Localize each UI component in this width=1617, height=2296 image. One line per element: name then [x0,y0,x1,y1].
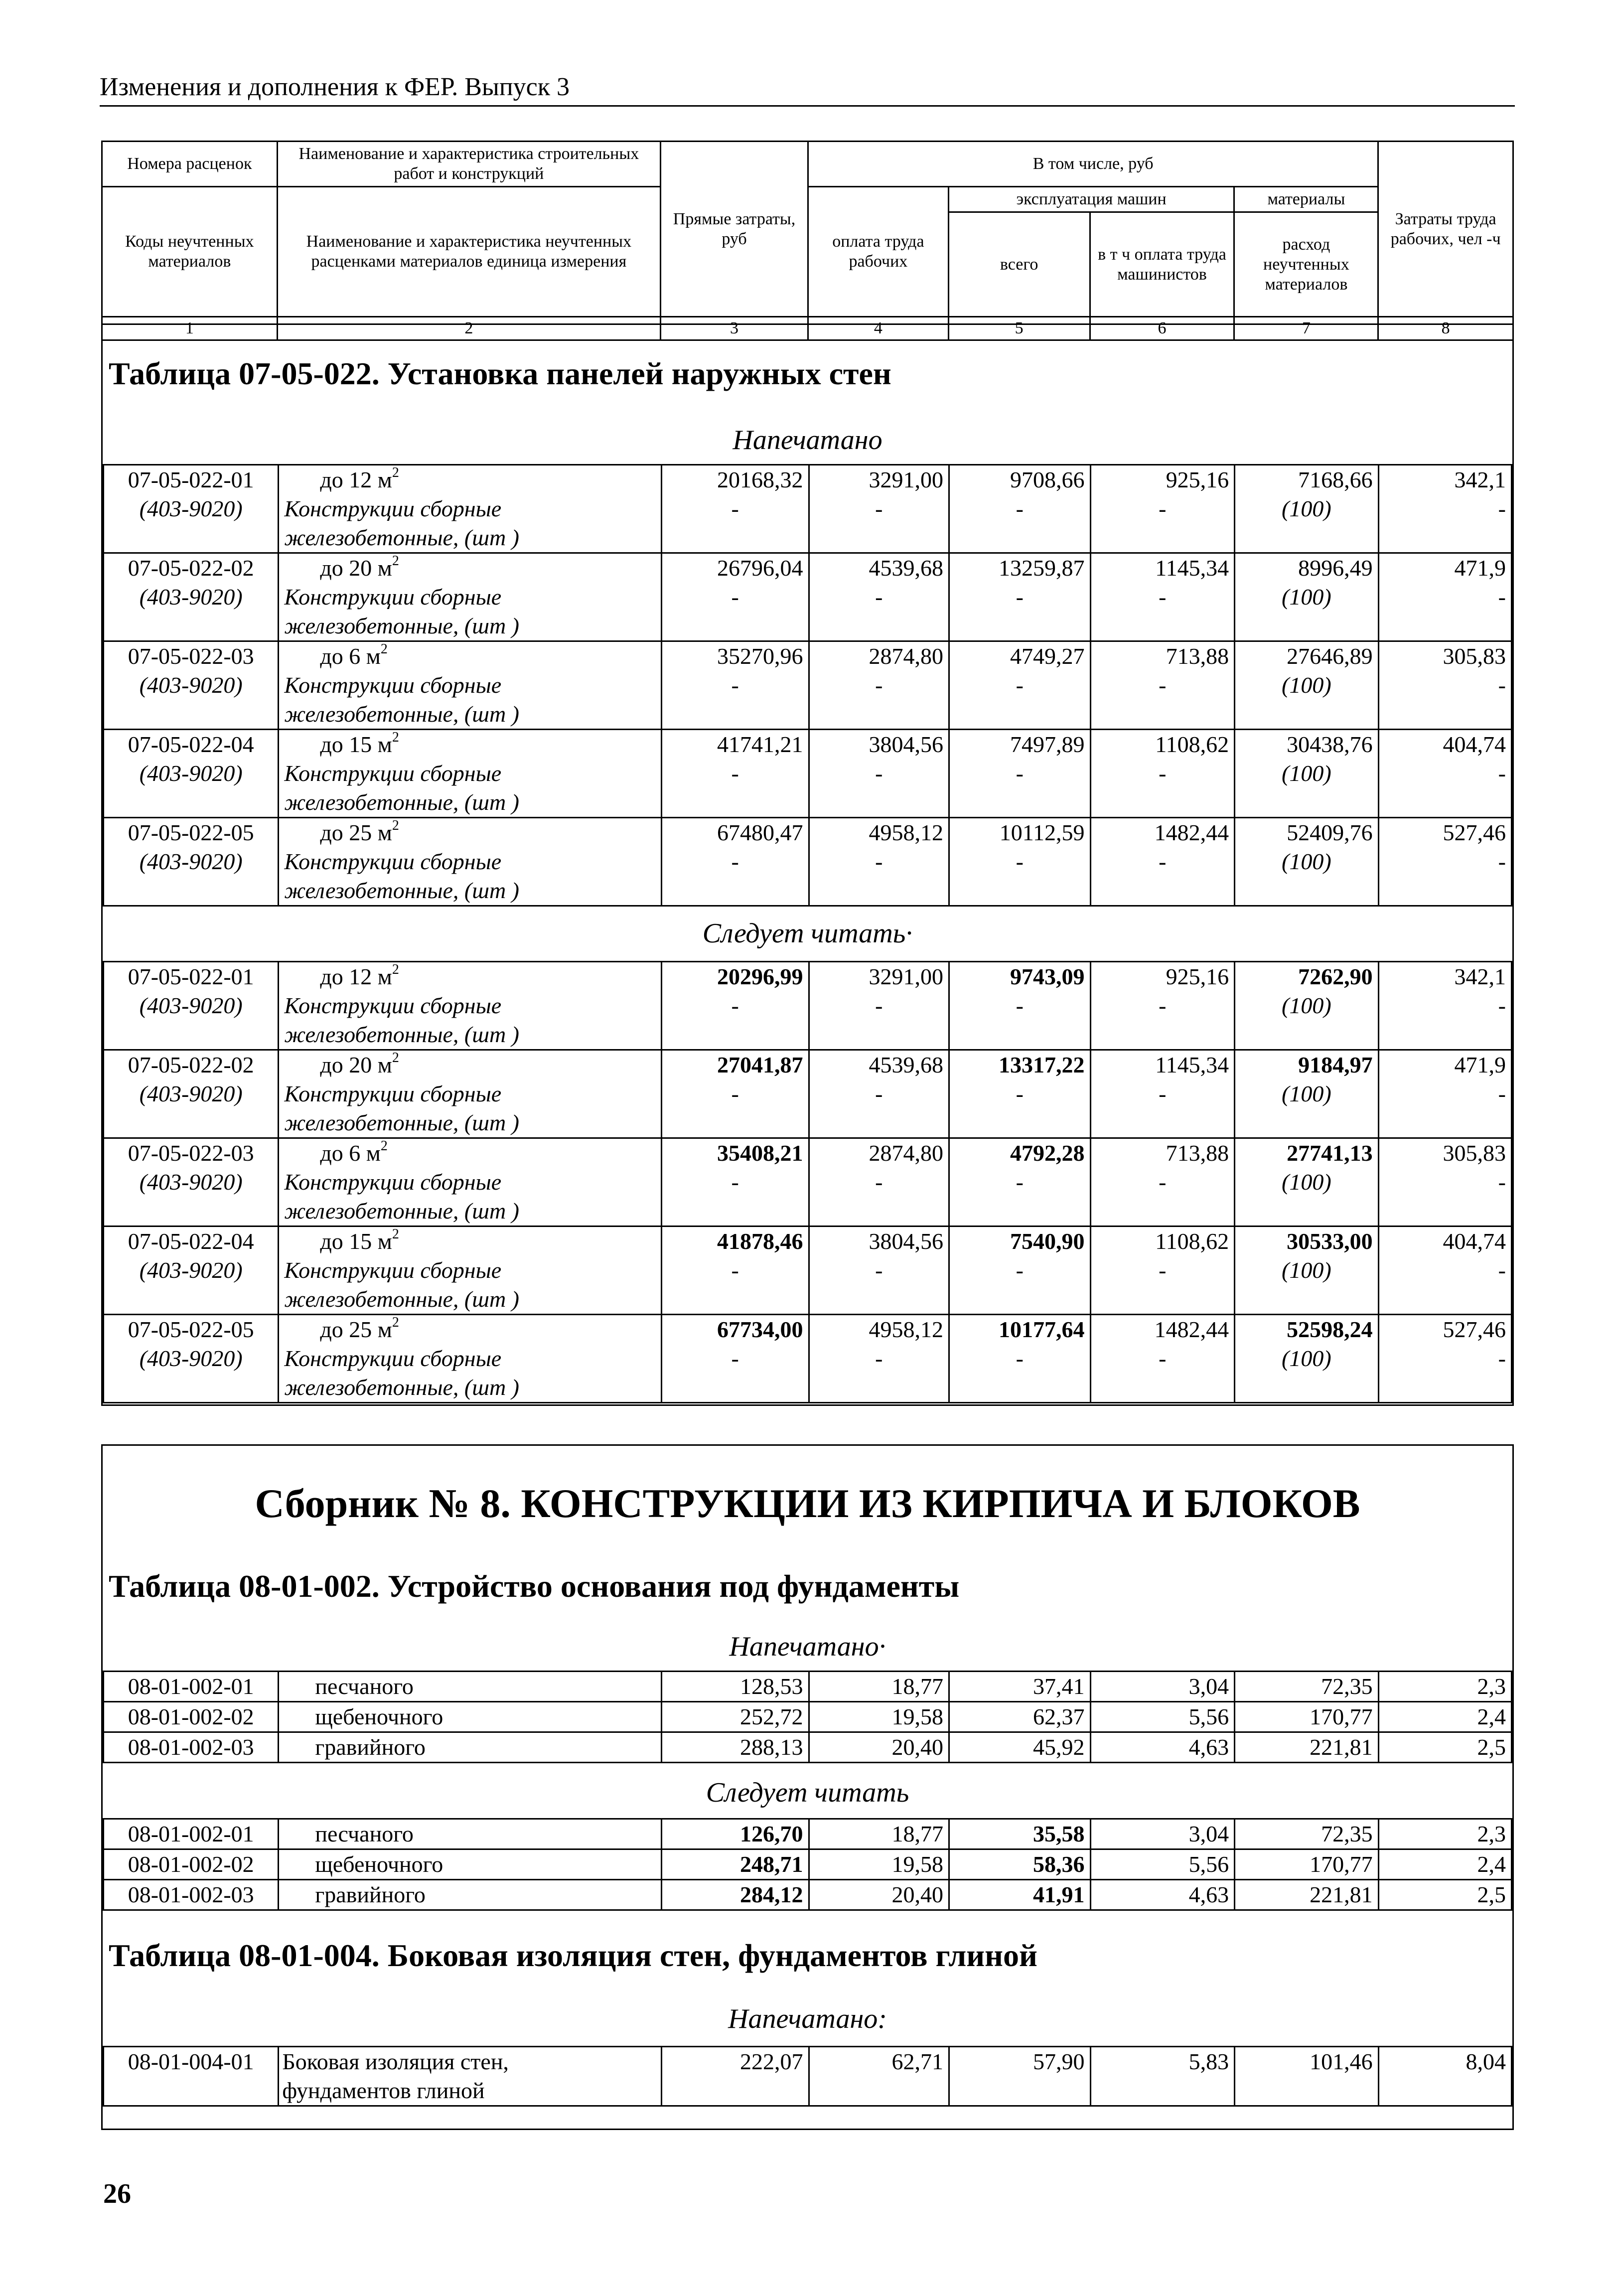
column-number: 3 [661,317,808,340]
operator-pay-cell: 713,88 - [1090,1138,1235,1226]
corrected-rows-table [103,1818,1512,1911]
machines-cell: 4749,27 - [949,641,1091,730]
direct-cost-cell: 126,70 [661,1819,809,1849]
should-read-label: Следует читать [706,1777,909,1808]
operator-pay-cell: 5,56 [1090,1849,1235,1880]
table-row [104,1880,1512,1910]
header-materials: материалы [1234,187,1378,212]
table-row [104,553,1512,641]
table-row [104,641,1512,730]
table-row [104,1849,1512,1880]
rate-code-cell: 07-05-022-04 (403-9020) [104,1226,279,1315]
description-cell: до 20 $м^2$ Конструкции сборные железобетонные, (шт ) [279,553,662,641]
operator-pay-cell: 4,63 [1090,1880,1235,1910]
materials-cell: 221,81 [1235,1880,1379,1910]
direct-cost-cell: 128,53 [661,1672,809,1702]
header-operator-pay: в т ч оплата труда машинистов [1090,212,1234,317]
rate-code-cell: 08-01-002-01 [104,1672,279,1702]
rate-code-cell: 07-05-022-02 (403-9020) [104,553,279,641]
operator-pay-cell: 5,56 [1090,1702,1235,1732]
table-row [104,1050,1512,1138]
labor-hours-cell: 342,1 - [1378,962,1511,1050]
materials-cell: 9184,97 (100) [1235,1050,1379,1138]
description-cell: до 25 $м^2$ Конструкции сборные железобетонные, (шт ) [279,818,662,906]
materials-cell: 27741,13 (100) [1235,1138,1379,1226]
header-material-consumption: расход неучтенных материалов [1234,212,1378,317]
direct-cost-cell: 252,72 [661,1702,809,1732]
materials-cell: 52598,24 (100) [1235,1315,1379,1403]
table-row [104,2047,1512,2106]
operator-pay-cell: 925,16 - [1090,962,1235,1050]
direct-cost-cell: 41878,46 - [661,1226,809,1315]
rate-code-cell: 07-05-022-02 (403-9020) [104,1050,279,1138]
labor-hours-cell: 404,74 - [1378,730,1511,818]
labor-pay-cell: 19,58 [809,1702,949,1732]
direct-cost-cell: 284,12 [661,1880,809,1910]
printed-rows-table [103,1671,1512,1763]
operator-pay-cell: 3,04 [1090,1819,1235,1849]
materials-cell: 101,46 [1235,2047,1379,2106]
materials-cell: 72,35 [1235,1672,1379,1702]
rate-code-cell: 07-05-022-04 (403-9020) [104,730,279,818]
table-row [104,1315,1512,1403]
description-cell: до 12 $м^2$ Конструкции сборные железобетонные, (шт ) [279,465,662,553]
machines-cell: 13317,22 - [949,1050,1091,1138]
direct-cost-cell: 35408,21 - [661,1138,809,1226]
column-header-table [101,141,1514,341]
machines-cell: 9743,09 - [949,962,1091,1050]
direct-cost-cell: 41741,21 - [661,730,809,818]
operator-pay-cell: 5,83 [1090,2047,1235,2106]
header-machines-total: всего [948,212,1090,317]
machines-cell: 35,58 [949,1819,1091,1849]
labor-pay-cell: 3804,56 - [809,1226,949,1315]
column-number: 8 [1378,317,1513,340]
labor-pay-cell: 20,40 [809,1880,949,1910]
description-cell: щебеночного [279,1849,662,1880]
header-material-description: Наименование и характеристика неучтенных расценками материалов единица измерения [277,187,660,317]
labor-pay-cell: 4958,12 - [809,1315,949,1403]
materials-cell: 8996,49 (100) [1235,553,1379,641]
operator-pay-cell: 1108,62 - [1090,1226,1235,1315]
header-labor-hours: Затраты труда рабочих, чел -ч [1378,142,1513,317]
machines-cell: 58,36 [949,1849,1091,1880]
direct-cost-cell: 20168,32 - [661,465,809,553]
operator-pay-cell: 1482,44 - [1090,1315,1235,1403]
column-number: 1 [102,317,278,340]
direct-cost-cell: 67734,00 - [661,1315,809,1403]
section-07-05-022 [101,323,1514,1406]
table-row [104,962,1512,1050]
labor-hours-cell: 2,5 [1378,1732,1511,1763]
machines-cell: 41,91 [949,1880,1091,1910]
rate-code-cell: 07-05-022-03 (403-9020) [104,1138,279,1226]
materials-cell: 72,35 [1235,1819,1379,1849]
machines-cell: 7497,89 - [949,730,1091,818]
materials-cell: 27646,89 (100) [1235,641,1379,730]
header-unaccounted-codes: Коды неучтенных материалов [102,187,278,317]
header-rate-numbers: Номера расценок [102,142,278,187]
rate-code-cell: 07-05-022-01 (403-9020) [104,465,279,553]
direct-cost-cell: 288,13 [661,1732,809,1763]
printed-label: Напечатано: [728,2003,887,2034]
table-row [104,1702,1512,1732]
labor-hours-cell: 305,83 - [1378,1138,1511,1226]
description-cell: до 15 $м^2$ Конструкции сборные железобетонные, (шт ) [279,730,662,818]
description-cell: до 25 $м^2$ Конструкции сборные железобетонные, (шт ) [279,1315,662,1403]
header-machine-operation: эксплуатация машин [948,187,1234,212]
labor-hours-cell: 2,3 [1378,1819,1511,1849]
labor-hours-cell: 2,4 [1378,1849,1511,1880]
materials-cell: 7262,90 (100) [1235,962,1379,1050]
rate-code-cell: 08-01-002-02 [104,1702,279,1732]
table-row [104,1732,1512,1763]
direct-cost-cell: 248,71 [661,1849,809,1880]
machines-cell: 4792,28 - [949,1138,1091,1226]
should-read-label: Следует читать· [702,918,913,949]
machines-cell: 57,90 [949,2047,1091,2106]
operator-pay-cell: 1145,34 - [1090,553,1235,641]
table-title: Таблица 08-01-004. Боковая изоляция стен, фундаментов глиной [109,1938,1037,1973]
labor-pay-cell: 3804,56 - [809,730,949,818]
table-title: Таблица 07-05-022. Установка панелей наружных стен [109,356,891,391]
description-cell: до 15 $м^2$ Конструкции сборные железобетонные, (шт ) [279,1226,662,1315]
labor-hours-cell: 2,5 [1378,1880,1511,1910]
description-cell: гравийного [279,1732,662,1763]
header-direct-costs: Прямые затраты, руб [661,142,808,317]
machines-cell: 10112,59 - [949,818,1091,906]
header-labor-pay: оплата труда рабочих [808,187,949,317]
labor-hours-cell: 527,46 - [1378,1315,1511,1403]
materials-cell: 170,77 [1235,1849,1379,1880]
description-cell: Боковая изоляция стен, фундаментов глиной [279,2047,662,2106]
table-title: Таблица 08-01-002. Устройство основания под фундаменты [109,1568,960,1604]
direct-cost-cell: 67480,47 - [661,818,809,906]
labor-pay-cell: 4958,12 - [809,818,949,906]
labor-hours-cell: 2,3 [1378,1672,1511,1702]
page-number: 26 [103,2178,131,2209]
labor-hours-cell: 2,4 [1378,1702,1511,1732]
machines-cell: 13259,87 - [949,553,1091,641]
operator-pay-cell: 1145,34 - [1090,1050,1235,1138]
printed-rows-table [103,2046,1512,2107]
labor-pay-cell: 18,77 [809,1819,949,1849]
direct-cost-cell: 20296,99 - [661,962,809,1050]
materials-cell: 30533,00 (100) [1235,1226,1379,1315]
column-number: 5 [948,317,1090,340]
labor-hours-cell: 471,9 - [1378,1050,1511,1138]
machines-cell: 7540,90 - [949,1226,1091,1315]
operator-pay-cell: 4,63 [1090,1732,1235,1763]
rate-code-cell: 08-01-002-01 [104,1819,279,1849]
labor-hours-cell: 8,04 [1378,2047,1511,2106]
rate-code-cell: 08-01-002-02 [104,1849,279,1880]
direct-cost-cell: 35270,96 - [661,641,809,730]
machines-cell: 45,92 [949,1732,1091,1763]
table-row [104,1819,1512,1849]
table-row [104,1226,1512,1315]
labor-pay-cell: 2874,80 - [809,1138,949,1226]
direct-cost-cell: 27041,87 - [661,1050,809,1138]
column-number: 4 [808,317,949,340]
table-row [104,818,1512,906]
rate-code-cell: 07-05-022-01 (403-9020) [104,962,279,1050]
labor-pay-cell: 4539,68 - [809,1050,949,1138]
labor-pay-cell: 18,77 [809,1672,949,1702]
table-row [104,1672,1512,1702]
column-number: 2 [277,317,660,340]
materials-cell: 170,77 [1235,1702,1379,1732]
table-row [104,730,1512,818]
materials-cell: 52409,76 (100) [1235,818,1379,906]
description-cell: до 6 $м^2$ Конструкции сборные железобетонные, (шт ) [279,641,662,730]
machines-cell: 62,37 [949,1702,1091,1732]
description-cell: гравийного [279,1880,662,1910]
materials-cell: 30438,76 (100) [1235,730,1379,818]
labor-pay-cell: 3291,00 - [809,962,949,1050]
description-cell: песчаного [279,1819,662,1849]
rate-code-cell: 07-05-022-05 (403-9020) [104,818,279,906]
direct-cost-cell: 222,07 [661,2047,809,2106]
operator-pay-cell: 1108,62 - [1090,730,1235,818]
corrected-rows-table [103,961,1512,1403]
labor-pay-cell: 20,40 [809,1732,949,1763]
printed-label: Напечатано [733,425,882,456]
page-title: Изменения и дополнения к ФЕР. Выпуск 3 [100,71,1515,107]
rate-code-cell: 07-05-022-03 (403-9020) [104,641,279,730]
labor-pay-cell: 4539,68 - [809,553,949,641]
machines-cell: 9708,66 - [949,465,1091,553]
materials-cell: 221,81 [1235,1732,1379,1763]
operator-pay-cell: 925,16 - [1090,465,1235,553]
labor-pay-cell: 62,71 [809,2047,949,2106]
header-work-description: Наименование и характеристика строительных работ и конструкций [277,142,660,187]
description-cell: до 20 $м^2$ Конструкции сборные железобетонные, (шт ) [279,1050,662,1138]
table-row [104,1138,1512,1226]
labor-hours-cell: 527,46 - [1378,818,1511,906]
description-cell: песчаного [279,1672,662,1702]
column-number: 6 [1090,317,1234,340]
rate-code-cell: 08-01-002-03 [104,1880,279,1910]
description-cell: до 6 $м^2$ Конструкции сборные железобетонные, (шт ) [279,1138,662,1226]
machines-cell: 10177,64 - [949,1315,1091,1403]
printed-label: Напечатано· [729,1631,886,1662]
printed-rows-table [103,464,1512,907]
labor-pay-cell: 3291,00 - [809,465,949,553]
rate-code-cell: 08-01-002-03 [104,1732,279,1763]
machines-cell: 37,41 [949,1672,1091,1702]
labor-pay-cell: 19,58 [809,1849,949,1880]
labor-pay-cell: 2874,80 - [809,641,949,730]
rate-code-cell: 07-05-022-05 (403-9020) [104,1315,279,1403]
collection-title: Сборник № 8. КОНСТРУКЦИИ ИЗ КИРПИЧА И БЛОКОВ [255,1481,1360,1526]
labor-hours-cell: 305,83 - [1378,641,1511,730]
labor-hours-cell: 404,74 - [1378,1226,1511,1315]
labor-hours-cell: 471,9 - [1378,553,1511,641]
section-collection-8 [101,1444,1514,2130]
direct-cost-cell: 26796,04 - [661,553,809,641]
column-number: 7 [1234,317,1378,340]
materials-cell: 7168,66 (100) [1235,465,1379,553]
description-cell: щебеночного [279,1702,662,1732]
labor-hours-cell: 342,1 - [1378,465,1511,553]
table-row [104,465,1512,553]
rate-code-cell: 08-01-004-01 [104,2047,279,2106]
operator-pay-cell: 1482,44 - [1090,818,1235,906]
operator-pay-cell: 3,04 [1090,1672,1235,1702]
header-including-group: В том числе, руб [808,142,1378,187]
description-cell: до 12 $м^2$ Конструкции сборные железобетонные, (шт ) [279,962,662,1050]
operator-pay-cell: 713,88 - [1090,641,1235,730]
